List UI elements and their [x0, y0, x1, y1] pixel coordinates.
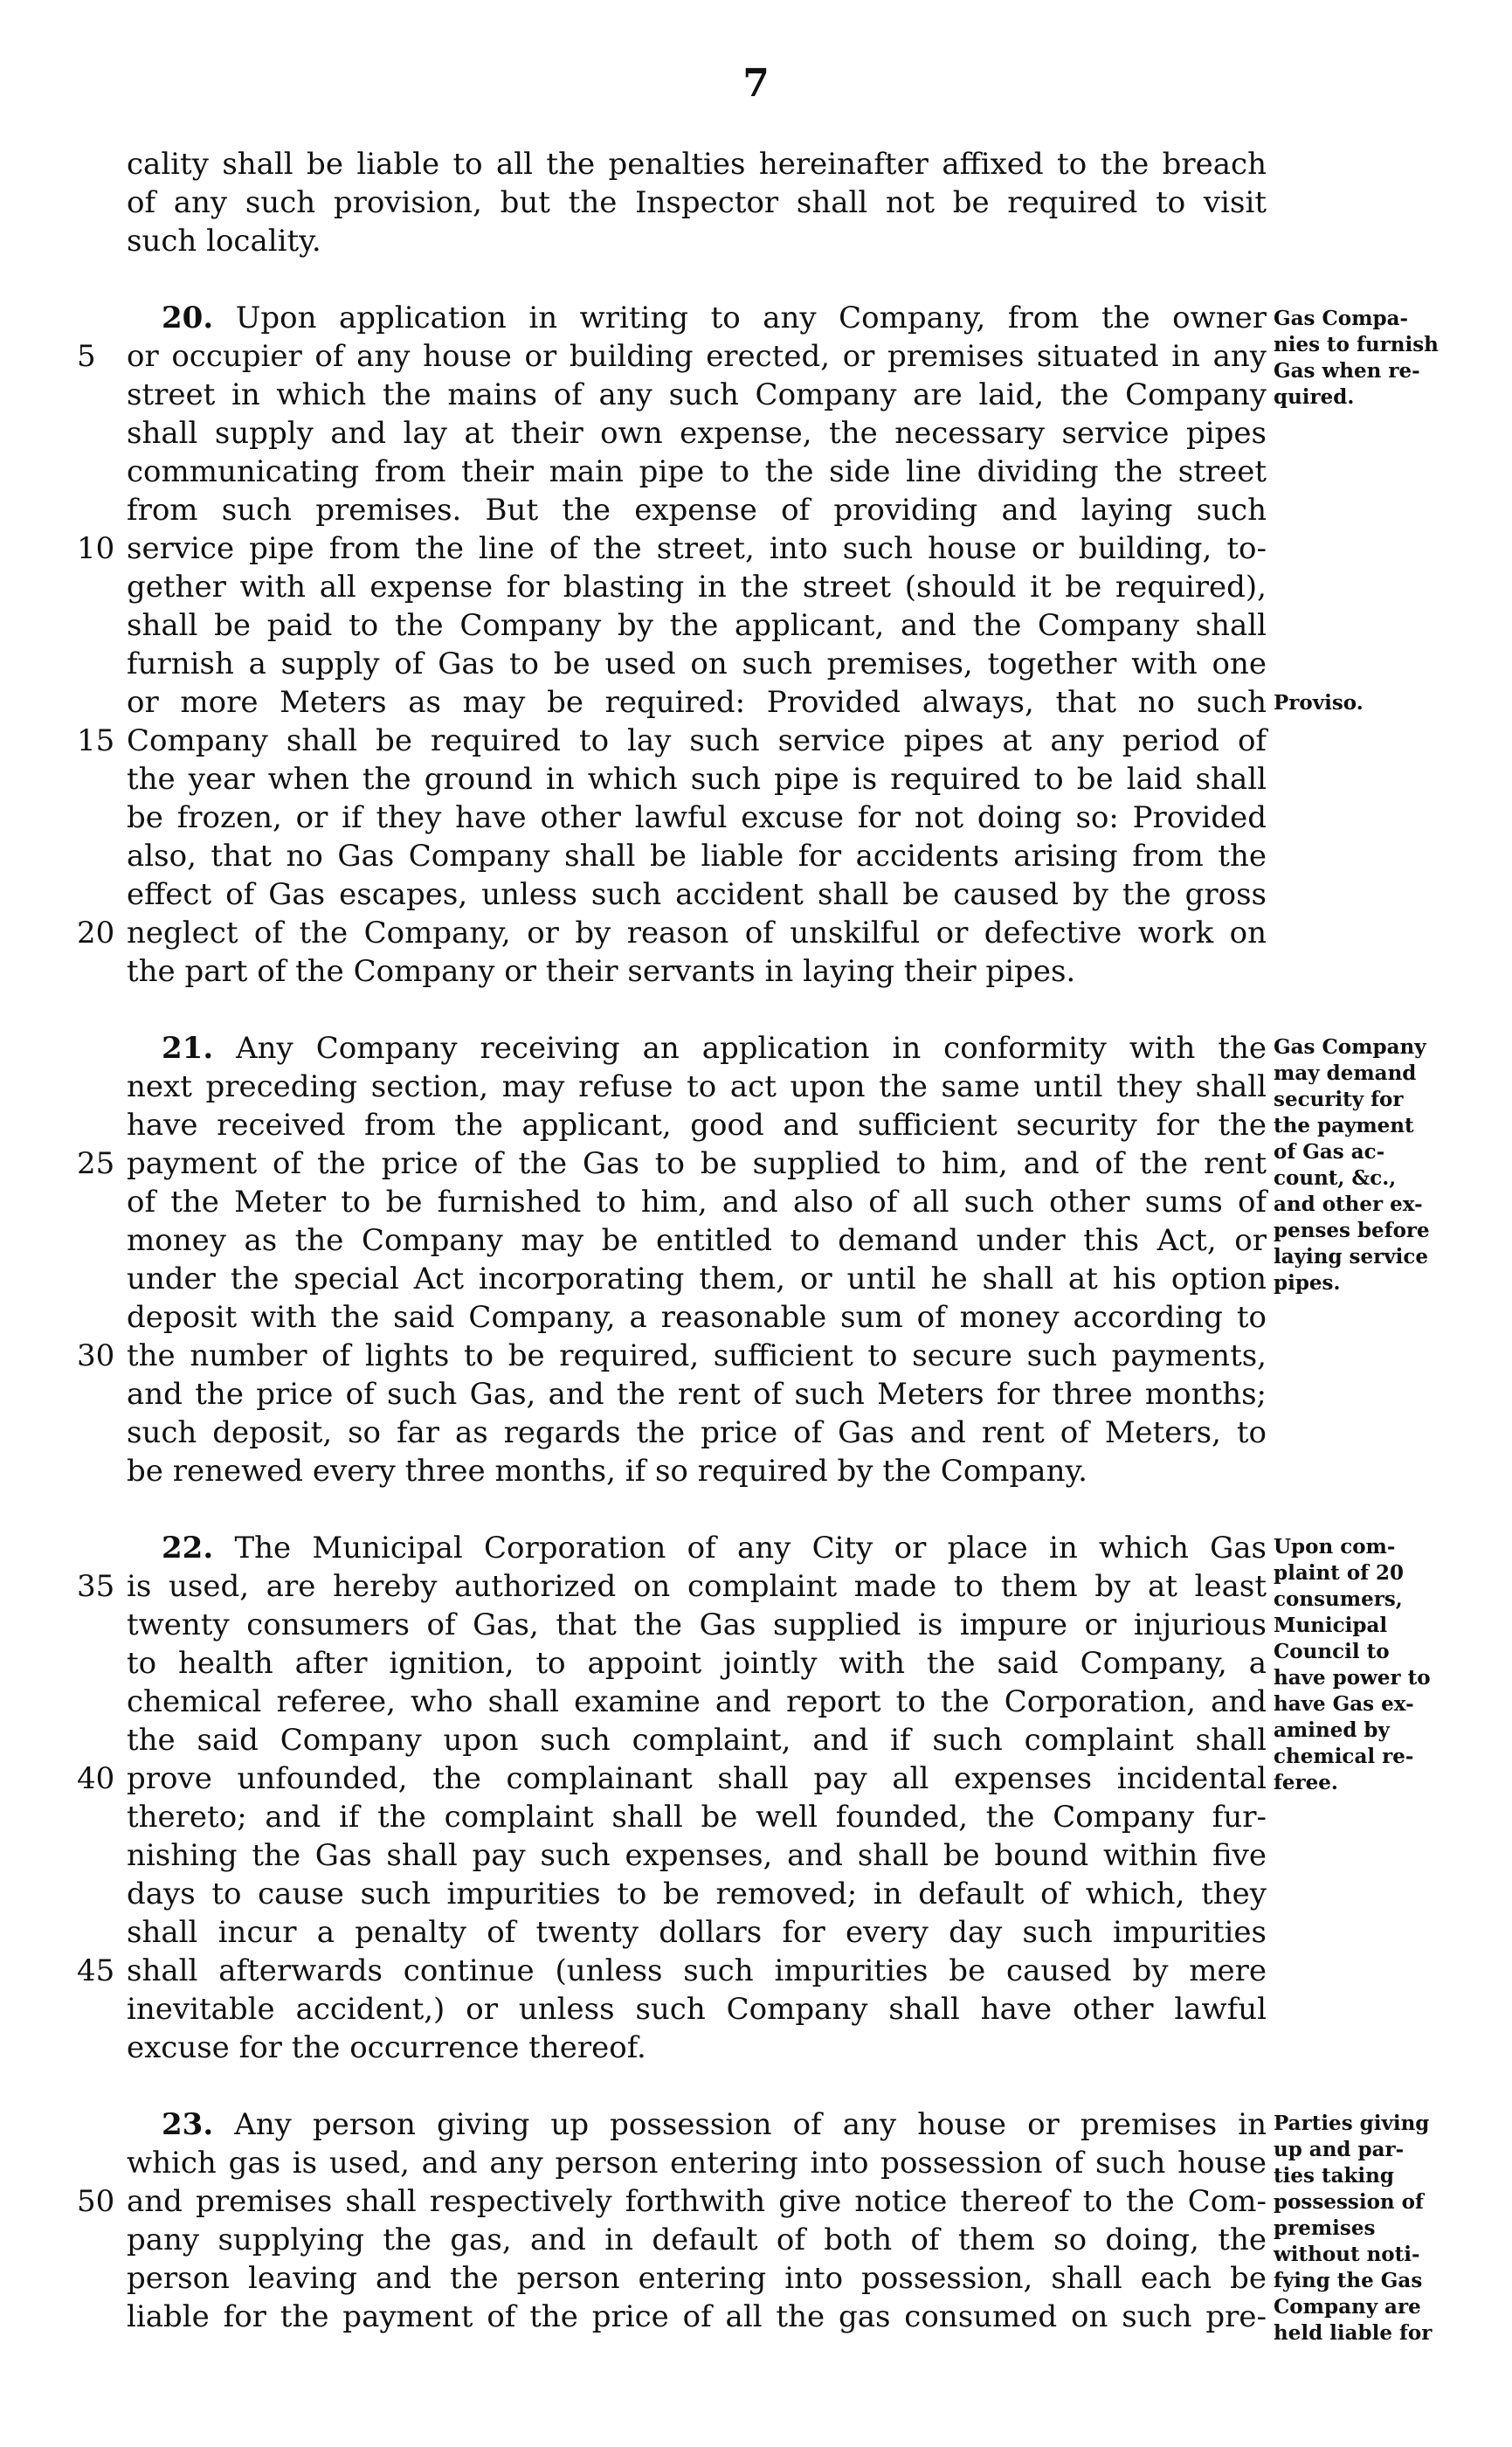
text-line: such locality.	[127, 224, 321, 259]
text-line: communicating from their main pipe to the side line dividing the street	[127, 454, 1267, 489]
margin-note-line: nies to furnish	[1274, 333, 1439, 356]
text-line	[127, 1529, 1267, 1567]
text-line: shall incur a penalty of twenty dollars for every day such impurities	[127, 1915, 1267, 1950]
text-line-content: Any person giving up possession of any house or premises in	[234, 2107, 1267, 2142]
section-number: 23.	[162, 2107, 214, 2142]
margin-note-proviso	[1274, 690, 1483, 716]
margin-note-section-20	[1274, 306, 1483, 411]
line-number: 50	[77, 2184, 115, 2219]
text-line: payment of the price of the Gas to be supplied to him, and of the rent	[127, 1146, 1267, 1181]
text-line: to health after ignition, to appoint jointly with the said Company, a	[127, 1646, 1267, 1681]
text-line: thereto; and if the complaint shall be well founded, the Company fur-	[127, 1800, 1267, 1835]
text-line: such deposit, so far as regards the price of Gas and rent of Meters, to	[127, 1415, 1267, 1450]
margin-note-line: and other ex-	[1274, 1192, 1423, 1216]
margin-note-line: Council to	[1274, 1640, 1390, 1663]
text-line	[127, 2105, 1267, 2144]
text-line-content: Any Company receiving an application in conformity with the	[236, 1031, 1267, 1066]
text-line: the part of the Company or their servants in laying their pipes.	[127, 954, 1076, 989]
margin-note-line: chemical re-	[1274, 1745, 1414, 1768]
text-line: neglect of the Company, or by reason of unskilful or defective work on	[127, 916, 1267, 950]
text-line: shall supply and lay at their own expense, the necessary service pipes	[127, 416, 1267, 451]
text-line: street in which the mains of any such Company are laid, the Company	[127, 377, 1267, 412]
text-line: also, that no Gas Company shall be liable for accidents arising from the	[127, 839, 1267, 874]
margin-note-line: possession of	[1274, 2190, 1424, 2214]
margin-note-line: Gas when re-	[1274, 359, 1420, 383]
text-line: shall afterwards continue (unless such impurities be caused by mere	[127, 1953, 1267, 1988]
margin-note-section-21	[1274, 1034, 1483, 1296]
text-line: furnish a supply of Gas to be used on such premises, together with one	[127, 646, 1267, 681]
section-number: 20.	[162, 301, 214, 335]
text-line: nishing the Gas shall pay such expenses, and shall be bound within five	[127, 1838, 1267, 1873]
margin-note-line: Upon com-	[1274, 1535, 1396, 1559]
line-number: 10	[77, 531, 115, 566]
margin-note-line: held liable for	[1274, 2321, 1433, 2345]
text-line: excuse for the occurrence thereof.	[127, 2030, 646, 2065]
text-line: and the price of such Gas, and the rent of such Meters for three months;	[127, 1377, 1267, 1412]
text-line: which gas is used, and any person entering into possession of such house	[127, 2146, 1267, 2181]
margin-note-line: of Gas ac-	[1274, 1140, 1385, 1164]
margin-note-line: security for	[1274, 1088, 1404, 1111]
text-line: chemical referee, who shall examine and report to the Corporation, and	[127, 1684, 1267, 1719]
margin-note-line: Company are	[1274, 2295, 1421, 2319]
line-number: 45	[77, 1953, 115, 1988]
line-number: 35	[77, 1569, 115, 1604]
line-number: 5	[77, 339, 96, 374]
text-line: pany supplying the gas, and in default of both of them so doing, the	[127, 2222, 1267, 2257]
line-number: 30	[77, 1338, 115, 1373]
margin-note-line: Proviso.	[1274, 691, 1364, 715]
line-number: 40	[77, 1761, 115, 1796]
page-number: 7	[742, 61, 770, 106]
margin-note-line: Gas Compa-	[1274, 307, 1409, 330]
text-line	[127, 1029, 1267, 1068]
margin-note-line: Gas Company	[1274, 1035, 1426, 1059]
text-line: deposit with the said Company, a reasonable sum of money according to	[127, 1300, 1267, 1335]
text-line: person leaving and the person entering into possession, shall each be	[127, 2261, 1267, 2296]
text-line: or more Meters as may be required: Provided always, that no such	[127, 685, 1267, 720]
margin-note-line: have Gas ex-	[1274, 1692, 1414, 1716]
text-line: the said Company upon such complaint, and if such complaint shall	[127, 1723, 1267, 1758]
text-line: service pipe from the line of the street, into such house or building, to-	[127, 531, 1267, 566]
text-line: cality shall be liable to all the penalties hereinafter affixed to the breach	[127, 147, 1267, 182]
text-line: effect of Gas escapes, unless such accident shall be caused by the gross	[127, 877, 1267, 912]
text-line: the number of lights to be required, sufficient to secure such payments,	[127, 1338, 1267, 1373]
margin-note-line: penses before	[1274, 1219, 1430, 1242]
margin-note-line: the payment	[1274, 1114, 1414, 1137]
margin-note-section-22	[1274, 1534, 1483, 1796]
text-line: the year when the ground in which such pipe is required to be laid shall	[127, 762, 1267, 797]
text-line: gether with all expense for blasting in the street (should it be required),	[127, 570, 1267, 605]
text-line: inevitable accident,) or unless such Company shall have other lawful	[127, 1992, 1267, 2027]
text-line	[127, 299, 1267, 337]
section-number: 21.	[162, 1031, 214, 1066]
line-number: 15	[77, 723, 115, 758]
text-line: Company shall be required to lay such service pipes at any period of	[127, 723, 1267, 758]
text-line: be renewed every three months, if so required by the Company.	[127, 1454, 1087, 1489]
text-line: liable for the payment of the price of all the gas consumed on such pre-	[127, 2299, 1267, 2334]
margin-note-line: Parties giving	[1274, 2112, 1430, 2135]
margin-note-line: Municipal	[1274, 1614, 1388, 1637]
text-line: and premises shall respectively forthwith give notice thereof to the Com-	[127, 2184, 1267, 2219]
margin-note-line: have power to	[1274, 1666, 1431, 1690]
text-line: of any such provision, but the Inspector shall not be required to visit	[127, 185, 1267, 220]
margin-note-line: fying the Gas	[1274, 2269, 1423, 2292]
margin-note-line: up and par-	[1274, 2138, 1405, 2161]
text-line: is used, are hereby authorized on complaint made to them by at least	[127, 1569, 1267, 1604]
margin-note-line: consumers,	[1274, 1587, 1403, 1611]
text-line: prove unfounded, the complainant shall pay all expenses incidental	[127, 1761, 1267, 1796]
text-line: next preceding section, may refuse to act upon the same until they shall	[127, 1069, 1267, 1104]
margin-note-line: amined by	[1274, 1718, 1390, 1742]
text-line: shall be paid to the Company by the applicant, and the Company shall	[127, 608, 1267, 643]
text-line: money as the Company may be entitled to demand under this Act, or	[127, 1223, 1267, 1258]
text-line: days to cause such impurities to be removed; in default of which, they	[127, 1877, 1267, 1911]
text-line: of the Meter to be furnished to him, and also of all such other sums of	[127, 1185, 1267, 1220]
margin-note-line: may demand	[1274, 1061, 1417, 1085]
text-line: or occupier of any house or building erected, or premises situated in any	[127, 339, 1267, 374]
line-number: 25	[77, 1146, 115, 1181]
line-number: 20	[77, 916, 115, 950]
text-line: twenty consumers of Gas, that the Gas supplied is impure or injurious	[127, 1607, 1267, 1642]
margin-note-line: feree.	[1274, 1771, 1338, 1794]
margin-note-line: pipes.	[1274, 1271, 1341, 1295]
text-line: from such premises. But the expense of providing and laying such	[127, 493, 1267, 528]
margin-note-line: laying service	[1274, 1245, 1428, 1268]
text-line: under the special Act incorporating them, or until he shall at his option	[127, 1262, 1267, 1296]
margin-note-line: ties taking	[1274, 2164, 1394, 2188]
margin-note-line: count, &c.,	[1274, 1166, 1397, 1190]
margin-note-line: premises	[1274, 2216, 1376, 2240]
margin-note-line: plaint of 20	[1274, 1561, 1405, 1585]
text-line-content: The Municipal Corporation of any City or place in which Gas	[234, 1531, 1267, 1566]
margin-note-section-23	[1274, 2111, 1483, 2347]
text-line: have received from the applicant, good and sufficient security for the	[127, 1108, 1267, 1143]
margin-note-line: quired.	[1274, 385, 1355, 409]
section-number: 22.	[162, 1531, 214, 1566]
text-line-content: Upon application in writing to any Company, from the owner	[235, 301, 1267, 335]
text-line: be frozen, or if they have other lawful excuse for not doing so: Provided	[127, 800, 1267, 835]
margin-note-line: without noti-	[1274, 2243, 1420, 2266]
